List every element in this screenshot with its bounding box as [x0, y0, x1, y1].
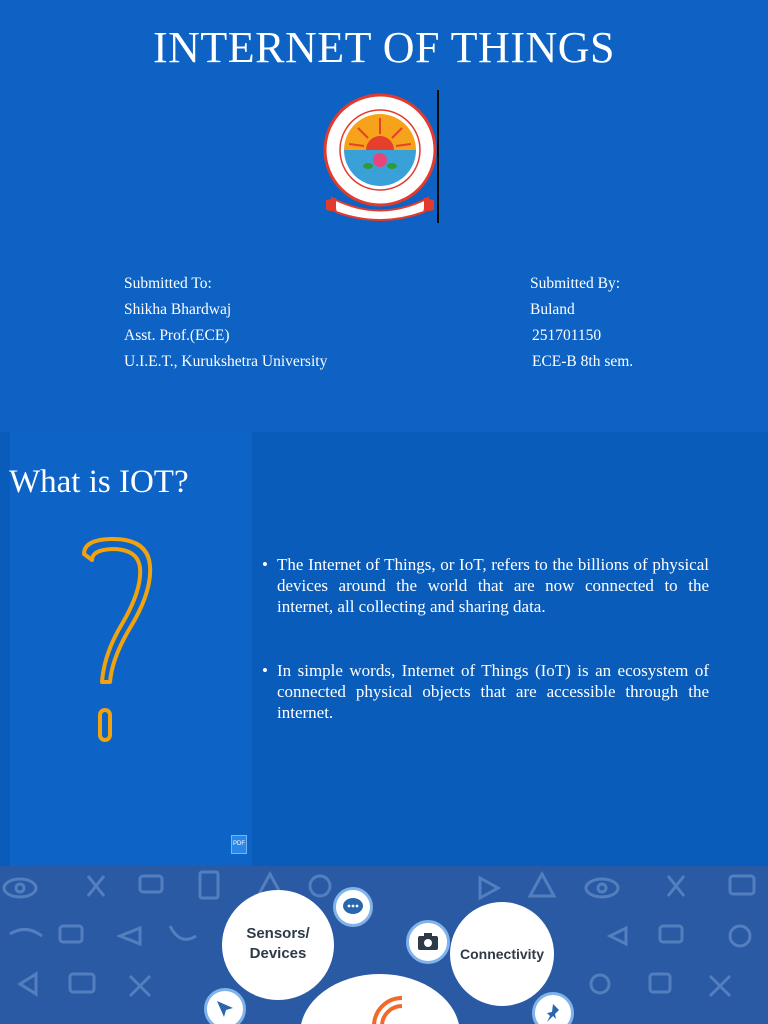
- bullet-dot-icon: •: [262, 555, 268, 574]
- question-mark-icon: [70, 532, 165, 752]
- title-slide: [0, 0, 768, 432]
- pin-icon: [532, 992, 574, 1024]
- wifi-icon: [368, 992, 408, 1024]
- slide-heading: What is IOT?: [9, 464, 189, 500]
- slide-title: INTERNET OF THINGS: [152, 23, 616, 72]
- university-seal-icon: [322, 88, 440, 224]
- submitted-by-roll: 251701150: [532, 327, 602, 344]
- submitted-by-name: Buland: [530, 301, 575, 318]
- connectivity-label: Connectivity: [459, 946, 544, 962]
- submitted-to-institute: U.I.E.T., Kurukshetra University: [124, 353, 328, 370]
- what-is-iot-slide: [0, 432, 768, 866]
- pdf-badge-icon[interactable]: PDF: [231, 835, 247, 854]
- bullet-item: [262, 554, 709, 617]
- camera-icon: [406, 920, 450, 964]
- iot-components-slide: [0, 866, 768, 1024]
- submitted-by-class: ECE-B 8th sem.: [532, 353, 634, 370]
- bullet-text: The Internet of Things, or IoT, refers to the billions of physical devices around the world that are now connected to the internet, all collecting and sharing data.: [277, 555, 709, 616]
- submitted-by-heading: Submitted By:: [530, 275, 620, 292]
- submitted-to-name: Shikha Bhardwaj: [124, 301, 232, 318]
- bullet-list: [262, 554, 709, 766]
- submitted-to-block: [124, 271, 327, 375]
- location-arrow-icon: [204, 988, 246, 1024]
- submitted-to-heading: Submitted To:: [124, 275, 212, 292]
- divider-line: [437, 90, 439, 223]
- bullet-dot-icon: •: [262, 661, 268, 680]
- bullet-item: [262, 660, 709, 723]
- submitted-by-block: [530, 271, 633, 375]
- sensors-devices-label: Sensors/ Devices: [246, 925, 310, 962]
- bullet-text: In simple words, Internet of Things (IoT) is an ecosystem of connected physical objects that are accessible through the internet.: [277, 661, 709, 722]
- submitted-to-designation: Asst. Prof.(ECE): [124, 327, 230, 344]
- chat-icon: [333, 887, 373, 927]
